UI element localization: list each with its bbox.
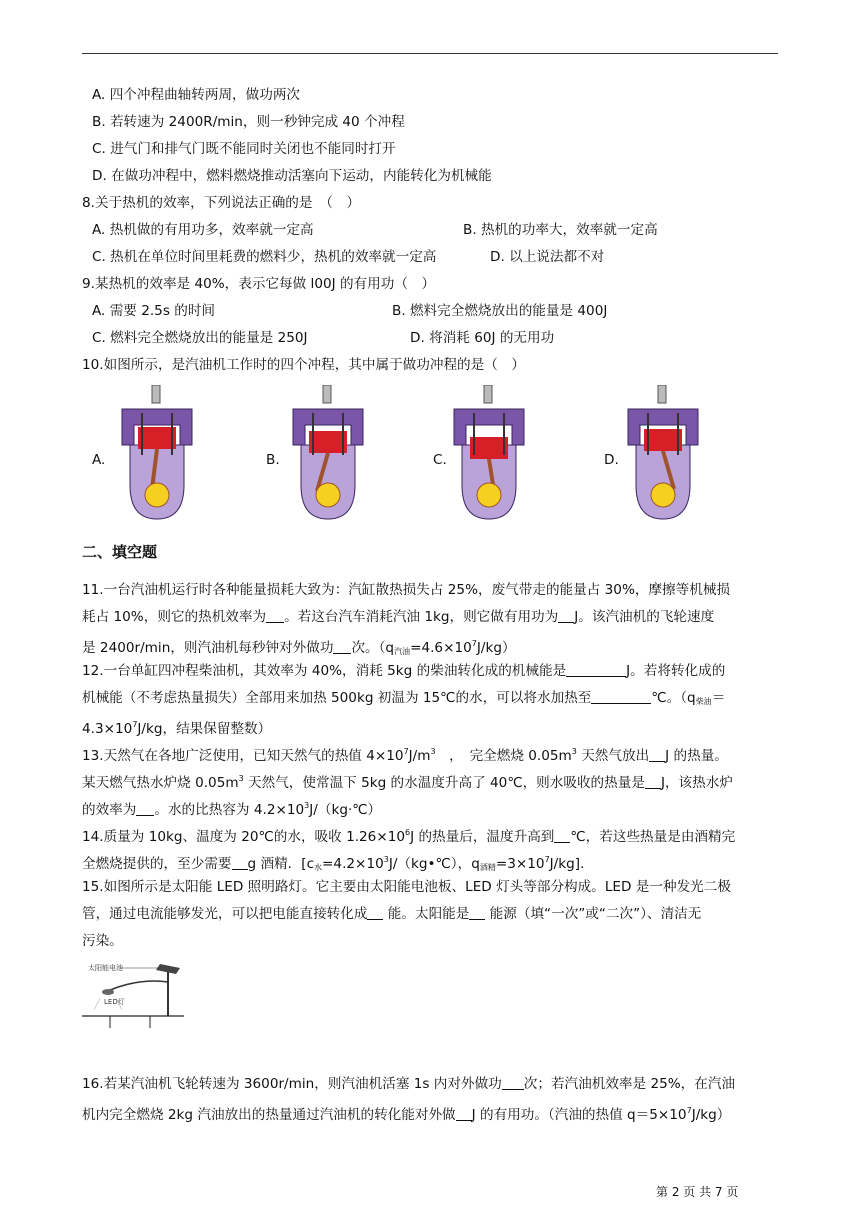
q8-option-b: B. 热机的功率大，效率就一定高 — [463, 222, 658, 238]
engine-diagram-d — [622, 385, 704, 525]
q14-line-2: 全燃烧提供的，至少需要 g 酒精．[$c_水=4.2\times 10^3J/(kg•℃)$，$q_{酒精}=3\times 10^7J/kg$]． — [82, 855, 594, 872]
fig-label-led: LED灯 — [104, 998, 125, 1006]
engine-diagram-b — [287, 385, 369, 525]
q16-line-2: 机内完全燃烧 2kg 汽油放出的热量通过汽油机的转化能对外做 J 的有用功。（汽油的热值 $q=5\times 10^7J/kg$） — [82, 1106, 731, 1123]
q10-label-a: A. — [92, 452, 106, 468]
q12-line-3: $4.3\times 10^7J/kg$，结果保留整数） — [82, 720, 272, 737]
q16-line-1: 16.若某汽油机飞轮转速为 3600r/min，则汽油机活塞 1s 内对外做功 次；若汽油机效率是 25%，在汽油 — [82, 1076, 736, 1092]
q13-line-3: 的效率为 。水的比热容为 $4.2\times 10^3J/(kg\cdot℃)$ — [82, 801, 382, 818]
q15-line-3: 污染。 — [82, 933, 123, 949]
q9-option-b: B. 燃料完全燃烧放出的能量是 400J — [392, 303, 608, 319]
fig-label-solar-panel: 太阳能电池 — [88, 964, 123, 972]
q9-stem: 9.某热机的效率是 40%，表示它每做 l00J 的有用功（ ） — [82, 276, 436, 292]
page-footer: 第 2 页 共 7 页 — [656, 1185, 739, 1199]
q10-label-c: C. — [433, 452, 447, 468]
q8-option-c: C. 热机在单位时间里耗费的燃料少，热机的效率就一定高 — [92, 249, 437, 265]
q8-stem: 8.关于热机的效率，下列说法正确的是 （ ） — [82, 195, 361, 211]
q12-line-1: 12.一台单缸四冲程柴油机，其效率为 40%，消耗 5kg 的柴油转化成的机械能是 J。若将转化成的 — [82, 663, 726, 679]
q11-line-3: 是 2400r/min，则汽油机每秒钟对外做功 次。$(q_{汽油}=4.6\times 10^7J/kg)$ — [82, 639, 516, 656]
q11-line-1: 11.一台汽油机运行时各种能量损耗大致为：汽缸散热损失占 25%，废气带走的能量占 30%，摩擦等机械损 — [82, 582, 731, 598]
q8-option-d: D. 以上说法都不对 — [490, 249, 605, 265]
q15-line-1: 15.如图所示是太阳能 LED 照明路灯。它主要由太阳能电池板、LED 灯头等部分构成。LED 是一种发光二极 — [82, 879, 731, 895]
q9-option-a: A. 需要 2.5s 的时间 — [92, 303, 216, 319]
q9-option-d: D. 将消耗 60J 的无用功 — [410, 330, 555, 346]
q8-option-a: A. 热机做的有用功多，效率就一定高 — [92, 222, 314, 238]
q9-option-c: C. 燃料完全燃烧放出的能量是 250J — [92, 330, 308, 346]
q15-line-2: 管，通过电流能够发光，可以把电能直接转化成 能。太阳能是 能源（填“一次”或“二次”）、清洁无 — [82, 906, 702, 922]
q7-option-c: C. 进气门和排气门既不能同时关闭也不能同时打开 — [92, 141, 396, 157]
q11-line-2: 耗占 10%，则它的热机效率为 。若这台汽车消耗汽油 1kg，则它做有用功为 J。该汽油机的飞轮速度 — [82, 609, 715, 625]
q7-option-a: A. 四个冲程曲轴转两周，做功两次 — [92, 87, 301, 103]
q13-line-1: 13.天然气在各地广泛使用，已知天然气的热值 $4\times 10^7J/m^3$ ， 完全燃烧 $0.05m^3$ 天然气放出 J 的热量。 — [82, 747, 728, 764]
solar-led-street-light-figure — [80, 960, 186, 1030]
q7-option-d: D. 在做功冲程中，燃料燃烧推动活塞向下运动，内能转化为机械能 — [92, 168, 492, 184]
q13-line-2: 某天燃气热水炉烧 $0.05m^3$ 天然气，使常温下 5kg 的水温度升高了 40℃，则水吸收的热量是 J，该热水炉 — [82, 774, 733, 791]
section-title: 二、填空题 — [82, 543, 158, 561]
header-rule — [82, 53, 778, 54]
q10-label-b: B. — [266, 452, 280, 468]
q10-stem: 10.如图所示，是汽油机工作时的四个冲程，其中属于做功冲程的是（ ） — [82, 357, 526, 373]
q10-label-d: D. — [604, 452, 619, 468]
q7-option-b: B. 若转速为 2400R/min，则一秒钟完成 40 个冲程 — [92, 114, 405, 130]
q12-line-2: 机械能（不考虑热量损失）全部用来加热 500kg 初温为 15℃的水，可以将水加热至 ℃。（$q_{柴油}=$ — [82, 690, 726, 706]
engine-diagram-c — [448, 385, 530, 525]
engine-diagram-a — [116, 385, 198, 525]
q14-line-1: 14.质量为 10kg、温度为 20℃的水，吸收 $1.26\times 10^6J$ 的热量后，温度升高到 ℃，若这些热量是由酒精完 — [82, 828, 736, 845]
